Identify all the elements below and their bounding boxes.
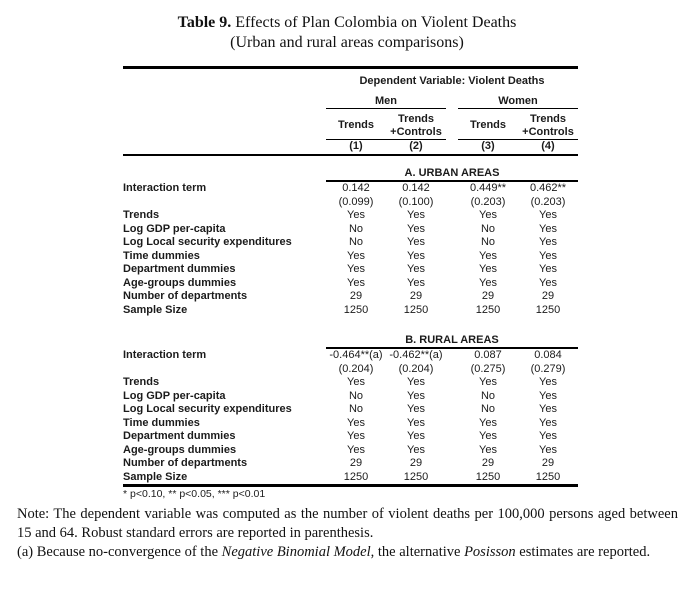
- cell-4: (0.203): [530, 195, 566, 208]
- cell-1: (0.099): [338, 195, 374, 208]
- column-number-4: (4): [541, 140, 555, 152]
- column-number-row: [326, 140, 578, 153]
- row-label: Sample Size: [123, 470, 188, 483]
- column-number-2: (2): [409, 140, 423, 152]
- cell-3: 0.087: [474, 349, 502, 361]
- cell-4: Yes: [539, 276, 557, 289]
- cell-2: (0.204): [398, 362, 434, 375]
- cell-3: 29: [481, 457, 495, 469]
- cell-3: (0.203): [470, 195, 506, 208]
- cell-2: (0.100): [398, 195, 434, 208]
- table-title-block: [0, 0, 694, 53]
- cell-2: Yes: [407, 403, 425, 415]
- table-row: [123, 417, 578, 431]
- panel-a-title: A. URBAN AREAS: [326, 167, 578, 182]
- table-row: [123, 457, 578, 471]
- cell-3: Yes: [479, 443, 497, 456]
- note-a: [17, 543, 678, 562]
- table-subtitle: (Urban and rural areas comparisons): [230, 34, 464, 51]
- cell-2: Yes: [407, 376, 425, 388]
- cell-3: 1250: [475, 470, 501, 483]
- column-number-1: (1): [349, 140, 363, 152]
- cell-1: Yes: [347, 249, 365, 262]
- cell-1: No: [348, 403, 364, 415]
- table-row: [123, 290, 578, 304]
- cell-1: (0.204): [338, 362, 374, 375]
- cell-2: Yes: [407, 209, 425, 221]
- table-row: [123, 444, 578, 458]
- table-row: [123, 471, 578, 485]
- cell-4: Yes: [539, 222, 557, 235]
- row-label: Age-groups dummies: [123, 443, 237, 456]
- column-header-row: [326, 112, 578, 140]
- cell-2: 29: [409, 457, 423, 469]
- table-rule-header: [123, 154, 578, 156]
- table-row: [123, 390, 578, 404]
- group-header-women: Women: [458, 95, 578, 109]
- cell-4: 29: [541, 290, 555, 302]
- significance-note: * p<0.10, ** p<0.05, *** p<0.01: [123, 488, 266, 500]
- cell-2: Yes: [407, 430, 425, 442]
- cell-1: 29: [349, 290, 363, 302]
- cell-4: Yes: [539, 416, 557, 429]
- cell-2: 1250: [403, 470, 429, 483]
- cell-2: 29: [409, 290, 423, 302]
- table-title-text: Effects of Plan Colombia on Violent Deaths: [231, 14, 517, 31]
- cell-4: 29: [541, 457, 555, 469]
- table-row: [123, 376, 578, 390]
- table-row: [123, 250, 578, 264]
- table-rule-top: [123, 66, 578, 69]
- column-gutter: [446, 95, 458, 109]
- cell-1: No: [348, 222, 364, 235]
- cell-3: Yes: [479, 430, 497, 442]
- table-row: [123, 349, 578, 363]
- column-gutter: [446, 112, 458, 140]
- table-title-number: Table 9.: [177, 14, 232, 31]
- cell-2: Yes: [407, 443, 425, 456]
- note-a-italic-2: Posisson: [464, 544, 516, 560]
- table-row: [123, 403, 578, 417]
- row-label: Log GDP per-capita: [123, 222, 226, 235]
- row-label: Interaction term: [123, 182, 207, 194]
- row-label: Log Local security expenditures: [123, 403, 292, 415]
- row-label: Time dummies: [123, 249, 200, 262]
- table-row: [123, 236, 578, 250]
- column-header-1: Trends: [337, 119, 375, 131]
- note-main: Note: The dependent variable was computed as the number of violent deaths per 100,000 persons aged between 15 and 64. Robust standard errors are reported in parenthesis.: [17, 506, 678, 541]
- group-header-men: Men: [326, 95, 446, 109]
- cell-3: No: [480, 403, 496, 415]
- cell-1: No: [348, 389, 364, 402]
- cell-1: 0.142: [342, 182, 370, 194]
- cell-1: Yes: [347, 430, 365, 442]
- cell-3: No: [480, 236, 496, 248]
- column-header-3: Trends: [469, 119, 507, 131]
- cell-4: Yes: [539, 236, 557, 248]
- cell-1: Yes: [347, 209, 365, 221]
- row-label: [123, 196, 326, 210]
- table-title: [0, 13, 694, 33]
- cell-3: 0.449**: [469, 182, 507, 194]
- cell-4: Yes: [539, 403, 557, 415]
- row-label: Log Local security expenditures: [123, 236, 292, 248]
- row-label: Log GDP per-capita: [123, 389, 226, 402]
- table-notes: [17, 505, 678, 562]
- cell-2: Yes: [407, 416, 425, 429]
- note-a-text-1: (a) Because no-convergence of the: [17, 544, 222, 560]
- cell-2: -0.462**(a): [389, 349, 443, 361]
- table-row: [123, 363, 578, 377]
- cell-1: 1250: [343, 303, 369, 316]
- cell-4: Yes: [539, 209, 557, 221]
- table-row: [123, 196, 578, 210]
- cell-1: 1250: [343, 470, 369, 483]
- cell-4: 0.462**: [529, 182, 567, 194]
- cell-4: Yes: [539, 249, 557, 262]
- cell-2: Yes: [407, 222, 425, 235]
- row-label: Number of departments: [123, 290, 248, 302]
- note-a-italic-1: Negative Binomial Model: [221, 544, 371, 560]
- cell-1: Yes: [347, 416, 365, 429]
- cell-3: 29: [481, 290, 495, 302]
- group-header-row: [326, 95, 578, 109]
- table-row: [123, 304, 578, 318]
- cell-1: No: [348, 236, 364, 248]
- cell-4: Yes: [539, 389, 557, 402]
- row-label: Time dummies: [123, 416, 200, 429]
- women-column-headers: [458, 112, 578, 140]
- cell-3: 1250: [475, 303, 501, 316]
- note-a-text-3: estimates are reported.: [515, 544, 651, 560]
- cell-1: Yes: [347, 276, 365, 289]
- row-label: Interaction term: [123, 349, 207, 361]
- cell-1: Yes: [347, 376, 365, 388]
- table-row: [123, 223, 578, 237]
- note-a-text-2: , the alternative: [370, 544, 465, 560]
- cell-3: No: [480, 222, 496, 235]
- cell-4: 1250: [535, 470, 561, 483]
- cell-3: Yes: [479, 249, 497, 262]
- cell-2: 1250: [403, 303, 429, 316]
- row-label: Department dummies: [123, 430, 236, 442]
- cell-4: (0.279): [530, 362, 566, 375]
- cell-3: No: [480, 389, 496, 402]
- column-header-4: Trends +Controls: [522, 112, 574, 138]
- cell-4: 1250: [535, 303, 561, 316]
- panel-b-title: B. RURAL AREAS: [326, 334, 578, 349]
- men-column-headers: [326, 112, 446, 140]
- cell-2: Yes: [407, 276, 425, 289]
- cell-2: 0.142: [402, 182, 430, 194]
- row-label: Age-groups dummies: [123, 276, 237, 289]
- row-label: Number of departments: [123, 457, 248, 469]
- cell-4: Yes: [539, 443, 557, 456]
- table-row: [123, 430, 578, 444]
- cell-4: Yes: [539, 263, 557, 275]
- column-header-2: Trends +Controls: [390, 112, 442, 138]
- cell-3: (0.275): [470, 362, 506, 375]
- cell-2: Yes: [407, 389, 425, 402]
- cell-1: Yes: [347, 263, 365, 275]
- cell-3: Yes: [479, 209, 497, 221]
- cell-2: Yes: [407, 249, 425, 262]
- row-label: Trends: [123, 209, 160, 221]
- cell-3: Yes: [479, 276, 497, 289]
- cell-3: Yes: [479, 376, 497, 388]
- column-number-3: (3): [481, 140, 495, 152]
- table-row: [123, 263, 578, 277]
- row-label: Trends: [123, 376, 160, 388]
- cell-2: Yes: [407, 263, 425, 275]
- cell-1: -0.464**(a): [329, 349, 383, 361]
- cell-4: 0.084: [534, 349, 562, 361]
- cell-1: 29: [349, 457, 363, 469]
- table-row: [123, 277, 578, 291]
- cell-4: Yes: [539, 376, 557, 388]
- cell-4: Yes: [539, 430, 557, 442]
- table-row: [123, 209, 578, 223]
- table-rule-bottom: [123, 484, 578, 487]
- row-label: Department dummies: [123, 263, 236, 275]
- row-label: Sample Size: [123, 303, 188, 316]
- cell-1: Yes: [347, 443, 365, 456]
- cell-2: Yes: [407, 236, 425, 248]
- cell-3: Yes: [479, 263, 497, 275]
- results-table: [123, 66, 578, 500]
- row-label: [123, 363, 326, 377]
- table-row: [123, 182, 578, 196]
- dependent-variable-header: Dependent Variable: Violent Deaths: [359, 75, 545, 87]
- cell-3: Yes: [479, 416, 497, 429]
